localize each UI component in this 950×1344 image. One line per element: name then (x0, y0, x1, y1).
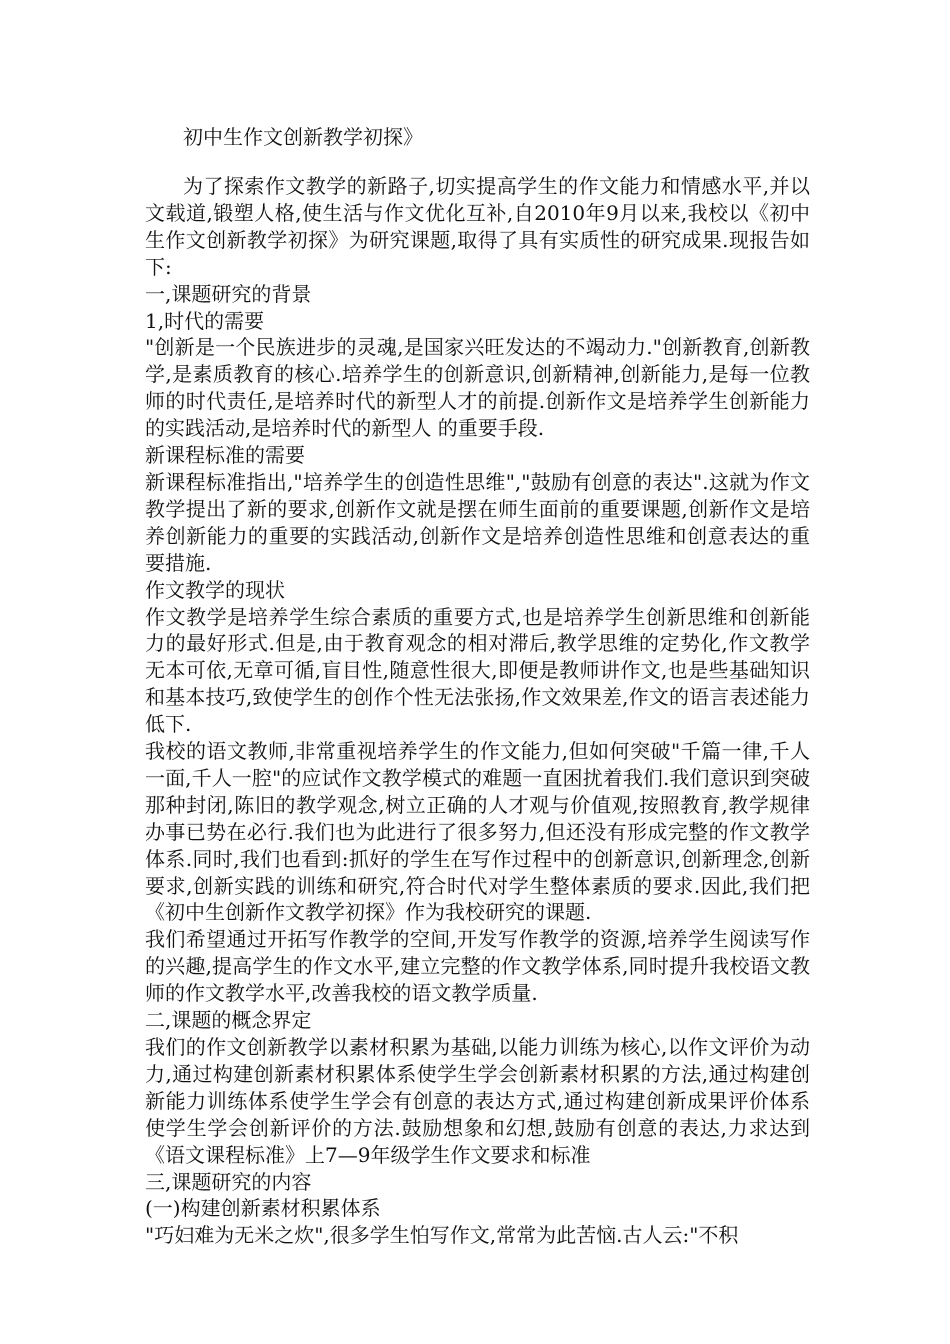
paragraph: 新课程标准指出,"培养学生的创造性思维","鼓励有创意的表达".这就为作文教学提出了新的要求,创新作文就是摆在师生面前的重要课题,创新作文是培养创新能力的重要的实践活动,创新作文是培养创造性思维和创意表达的重要措施. (145, 469, 810, 575)
document-title: 初中生作文创新教学初探》 (183, 125, 423, 149)
paragraph: 我们希望通过开拓写作教学的空间,开发写作教学的资源,培养学生阅读写作的兴趣,提高学生的作文水平,建立完整的作文教学体系,同时提升我校语文教师的作文教学水平,改善我校的语文教学质量. (145, 927, 810, 1006)
paragraph: 我校的语文教师,非常重视培养学生的作文能力,但如何突破"千篇一律,千人一面,千人一腔"的应试作文教学模式的难题一直困扰着我们.我们意识到突破那种封闭,陈旧的教学观念,树立正确的人才观与价值观,按照教育,教学规律办事已势在必行.我们也为此进行了很多努力,但还没有形成完整的作文教学体系.同时,我们也看到:抓好的学生在写作过程中的创新意识,创新理念,创新要求,创新实践的训练和研究,符合时代对学生整体素质的要求.因此,我们把《初中生创新作文教学初探》作为我校研究的课题. (145, 739, 810, 925)
paragraph: 我们的作文创新教学以素材积累为基础,以能力训练为核心,以作文评价为动力,通过构建创新素材积累体系使学生学会创新素材积累的方法,通过构建创新能力训练体系使学生学会有创意的表达方式,通过构建创新成果评价体系使学生学会创新评价的方法.鼓励想象和幻想,鼓励有创意的表达,力求达到《语文课程标准》上7—9年级学生作文要求和标准 (145, 1035, 810, 1167)
paragraph: "巧妇难为无米之炊",很多学生怕写作文,常常为此苦恼.古人云:"不积 (145, 1223, 739, 1248)
section-heading: 1,时代的需要 (145, 308, 265, 333)
section-heading: 二,课题的概念界定 (145, 1008, 312, 1033)
section-heading: (一)构建创新素材积累体系 (145, 1196, 381, 1221)
paragraph: "创新是一个民族进步的灵魂,是国家兴旺发达的不竭动力."创新教育,创新教学,是素质教育的核心.培养学生的创新意识,创新精神,创新能力,是每一位教师的时代责任,是培养时代的新型人才的前提.创新作文是培养学生创新能力的实践活动,是培养时代的新型人 的重要手段. (145, 335, 810, 441)
paragraph: 为了探索作文教学的新路子,切实提高学生的作文能力和情感水平,并以文载道,锻塑人格,使生活与作文优化互补,自2010年9月以来,我校以《初中生作文创新教学初探》为研究课题,取得了具有实质性的研究成果.现报告如下: (145, 174, 810, 279)
section-heading: 作文教学的现状 (145, 577, 285, 602)
section-heading: 新课程标准的需要 (145, 443, 305, 468)
paragraph: 作文教学是培养学生综合素质的重要方式,也是培养学生创新思维和创新能力的最好形式.但是,由于教育观念的相对滞后,教学思维的定势化,作文教学无本可依,无章可循,盲目性,随意性很大,即便是教师讲作文,也是些基础知识和基本技巧,致使学生的创作个性无法张扬,作文效果差,作文的语言表述能力低下. (145, 604, 810, 737)
section-heading: 三,课题研究的内容 (145, 1169, 312, 1194)
document-body (145, 173, 810, 1249)
section-heading: 一,课题研究的背景 (145, 281, 312, 306)
